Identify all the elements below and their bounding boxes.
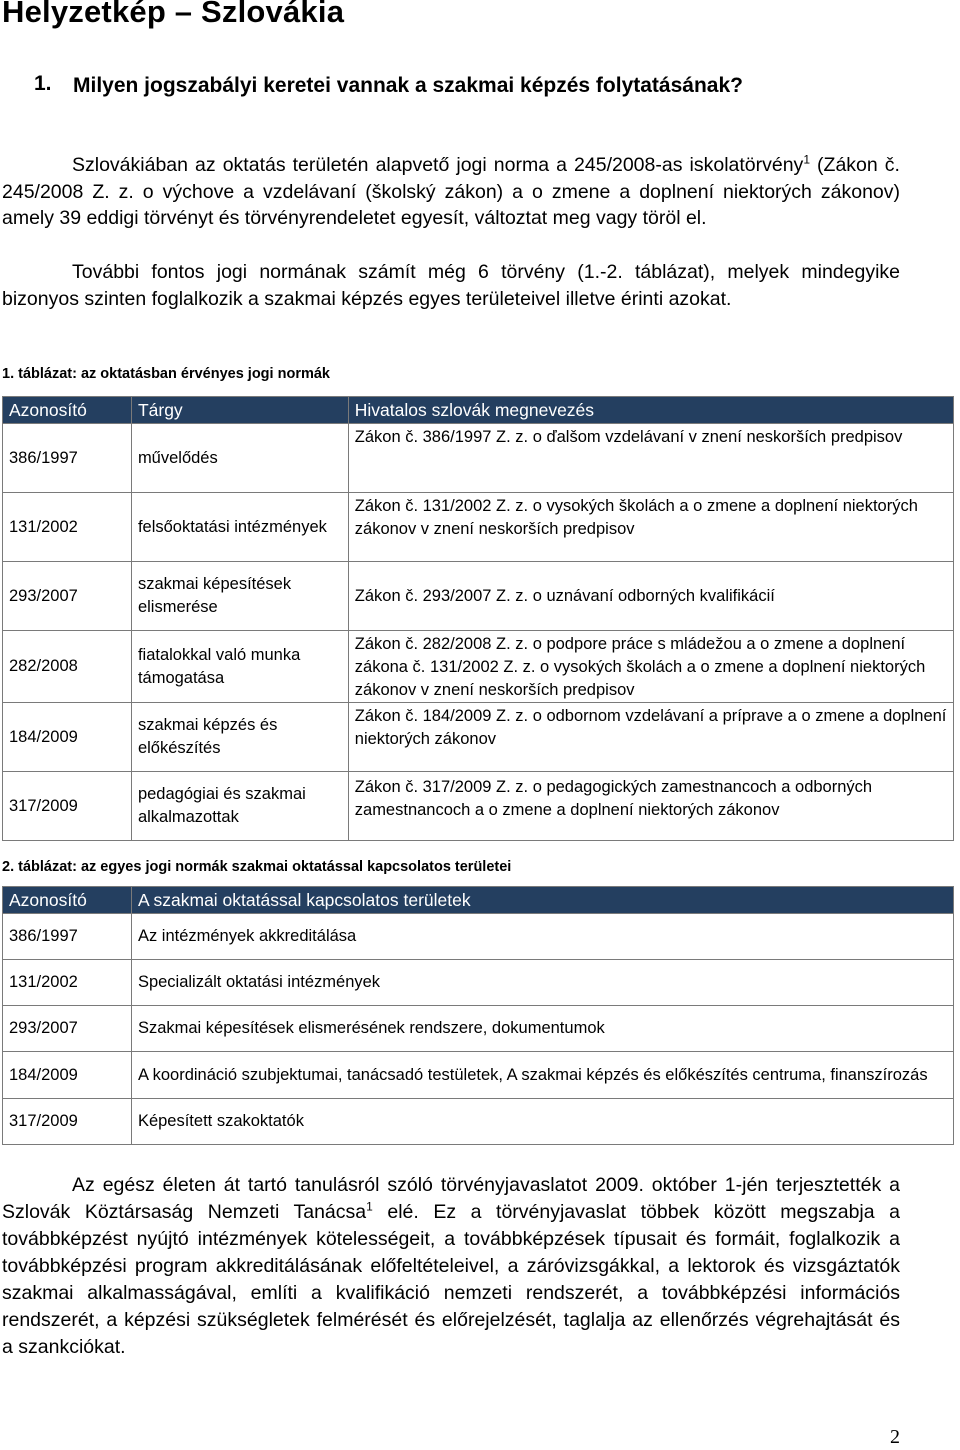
cell-id: 386/1997 xyxy=(3,424,132,493)
vocational-areas-table xyxy=(2,886,954,1145)
cell-official-name: Zákon č. 386/1997 Z. z. o ďalšom vzdelávaní v znení neskorších predpisov xyxy=(348,424,953,493)
paragraph-text: Az egész életen át tartó tanulásról szóló törvényjavaslatot 2009. október 1-jén terjesztették a Szlovák Köztársaság Nemzeti Tanácsa xyxy=(2,1174,900,1223)
table-row xyxy=(3,960,954,1006)
cell-area: Képesített szakoktatók xyxy=(131,1099,953,1145)
table-row xyxy=(3,914,954,960)
table-row xyxy=(3,703,954,772)
cell-official-name: Zákon č. 131/2002 Z. z. o vysokých školách a o zmene a doplnení niektorých zákonov v znení neskorších predpisov xyxy=(348,493,953,562)
table-row xyxy=(3,631,954,703)
table-row xyxy=(3,772,954,841)
paragraph-text: (Zákon č. 245/2008 Z. z. o výchove a vzdelávaní (školský zákon) a o zmene a doplnení niektorých zákonov) amely 39 eddigi törvényt és törvényrendeletet egyesít, változtat meg vagy töröl el. xyxy=(2,154,900,229)
cell-id: 293/2007 xyxy=(3,562,132,631)
table-header-row xyxy=(3,887,954,914)
column-header-subject: Tárgy xyxy=(131,397,348,424)
table-row xyxy=(3,493,954,562)
paragraph-lifelong-learning xyxy=(2,1172,900,1361)
paragraph-text: Szlovákiában az oktatás területén alapvető jogi norma a 245/2008-as iskolatörvény xyxy=(72,154,804,176)
cell-id: 386/1997 xyxy=(3,914,132,960)
cell-id: 282/2008 xyxy=(3,631,132,703)
column-header-id: Azonosító xyxy=(3,887,132,914)
cell-id: 184/2009 xyxy=(3,1052,132,1099)
cell-area: Az intézmények akkreditálása xyxy=(131,914,953,960)
footnote-ref: 1 xyxy=(803,152,810,167)
table-row xyxy=(3,1052,954,1099)
cell-official-name: Zákon č. 184/2009 Z. z. o odbornom vzdelávaní a príprave a o zmene a doplnení niektorých zákonov xyxy=(348,703,953,772)
table-row xyxy=(3,1099,954,1145)
cell-id: 131/2002 xyxy=(3,493,132,562)
question-heading: Milyen jogszabályi keretei vannak a szakmai képzés folytatásának? xyxy=(73,74,743,97)
page-number: 2 xyxy=(890,1426,900,1448)
cell-id: 317/2009 xyxy=(3,1099,132,1145)
table-row xyxy=(3,562,954,631)
legal-norms-table xyxy=(2,396,954,841)
cell-official-name: Zákon č. 282/2008 Z. z. o podpore práce s mládežou a o zmene a doplnení zákona č. 131/2002 Z. z. o vysokých školách a o zmene a doplnení niektorých zákonov v znení neskorších predpisov xyxy=(348,631,953,703)
paragraph-further-laws xyxy=(2,259,900,313)
table1-caption: 1. táblázat: az oktatásban érvényes jogi normák xyxy=(2,366,330,382)
paragraph-text: További fontos jogi normának számít még 6 törvény (1.-2. táblázat), melyek mindegyike bizonyos szinten foglalkozik a szakmai képzés egyes területeivel illetve érinti azokat. xyxy=(2,261,900,310)
paragraph-legal-framework xyxy=(2,152,900,232)
cell-id: 293/2007 xyxy=(3,1006,132,1052)
cell-id: 184/2009 xyxy=(3,703,132,772)
table-header-row xyxy=(3,397,954,424)
cell-official-name: Zákon č. 293/2007 Z. z. o uznávaní odborných kvalifikácií xyxy=(348,562,953,631)
question-number: 1. xyxy=(34,72,52,95)
cell-id: 131/2002 xyxy=(3,960,132,1006)
column-header-areas: A szakmai oktatással kapcsolatos területek xyxy=(131,887,953,914)
cell-subject: pedagógiai és szakmai alkalmazottak xyxy=(131,772,348,841)
cell-subject: felsőoktatási intézmények xyxy=(131,493,348,562)
column-header-official-name: Hivatalos szlovák megnevezés xyxy=(348,397,953,424)
table2-caption: 2. táblázat: az egyes jogi normák szakmai oktatással kapcsolatos területei xyxy=(2,859,512,875)
table-row xyxy=(3,1006,954,1052)
cell-area: Szakmai képesítések elismerésének rendszere, dokumentumok xyxy=(131,1006,953,1052)
column-header-id: Azonosító xyxy=(3,397,132,424)
cell-area: A koordináció szubjektumai, tanácsadó testületek, A szakmai képzés és előkészítés centruma, finanszírozás xyxy=(131,1052,953,1099)
page-title: Helyzetkép – Szlovákia xyxy=(2,0,345,29)
cell-subject: szakmai képesítések elismerése xyxy=(131,562,348,631)
cell-area: Specializált oktatási intézmények xyxy=(131,960,953,1006)
footnote-ref: 1 xyxy=(366,1199,373,1214)
table-row xyxy=(3,424,954,493)
cell-subject: művelődés xyxy=(131,424,348,493)
cell-subject: szakmai képzés és előkészítés xyxy=(131,703,348,772)
paragraph-text: elé. Ez a törvényjavaslat többek között megszabja a továbbképzést nyújtó intézmények kötelességeit, a továbbképzések típusait és formáit, foglalkozik a továbbképzési program akkreditálásának előfeltételeivel, a záróvizsgákkal, a lektorok és vizsgáztatók szakmai alkalmasságával, említi a kvalifikáció nemzeti rendszerét, a továbbképzési információs rendszerét, a képzési szükségletek felmérését és előrejelzését, taglalja az ellenőrzés végrehajtását és a szankciókat. xyxy=(2,1201,900,1358)
cell-subject: fiatalokkal való munka támogatása xyxy=(131,631,348,703)
cell-id: 317/2009 xyxy=(3,772,132,841)
cell-official-name: Zákon č. 317/2009 Z. z. o pedagogických zamestnancoch a odborných zamestnancoch a o zmene a doplnení niektorých zákonov xyxy=(348,772,953,841)
